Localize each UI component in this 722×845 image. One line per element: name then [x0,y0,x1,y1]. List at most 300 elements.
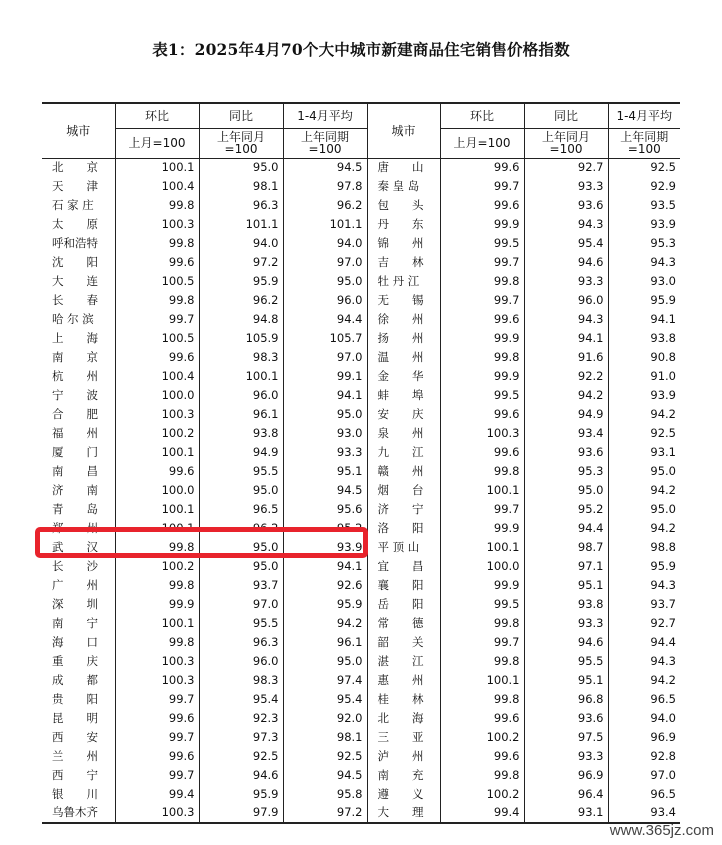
mom-cell: 99.8 [440,614,524,633]
yoy-cell: 96.3 [199,633,283,652]
avg-cell: 92.6 [283,576,367,595]
yoy-cell: 95.0 [199,538,283,557]
yoy-cell: 94.9 [199,443,283,462]
city-cell: 洛 阳 [367,519,440,538]
avg-cell: 96.5 [608,690,680,709]
city-cell: 银 川 [52,786,98,801]
mom-cell: 100.3 [440,424,524,443]
yoy-cell: 98.3 [199,348,283,367]
table-row [42,348,680,367]
avg-cell: 94.4 [608,633,680,652]
city-cell: 桂 林 [367,690,440,709]
city-cell: 大 连 [52,273,98,288]
city-cell: 广 州 [52,577,98,592]
avg-cell: 94.5 [283,158,367,177]
yoy-cell: 98.7 [524,538,608,557]
mom-header: 环比 [115,103,199,128]
yoy-cell: 98.3 [199,671,283,690]
city-cell: 三 亚 [367,728,440,747]
avg-cell: 95.0 [283,652,367,671]
city-cell: 青 岛 [52,501,98,516]
avg-cell: 95.9 [608,557,680,576]
city-cell: 温 州 [367,348,440,367]
table-row [42,500,680,519]
avg-cell: 95.8 [283,785,367,804]
yoy-cell: 96.9 [524,766,608,785]
city-cell: 南 充 [367,766,440,785]
city-cell: 泸 州 [367,747,440,766]
yoy-cell: 93.7 [199,576,283,595]
mom-cell: 100.1 [115,519,199,538]
avg-cell: 95.0 [608,500,680,519]
city-cell: 上 海 [52,330,98,345]
mom-cell: 99.7 [115,766,199,785]
yoy-header: 同比 [199,103,283,128]
avg-cell: 96.9 [608,728,680,747]
city-cell: 武 汉 [52,539,98,554]
mom-cell: 100.3 [115,671,199,690]
mom-cell: 99.8 [440,462,524,481]
avg-cell: 105.7 [283,329,367,348]
city-cell: 乌鲁木齐 [42,804,115,823]
mom-cell: 99.9 [440,576,524,595]
city-cell: 济 宁 [367,500,440,519]
city-cell: 杭 州 [52,368,98,383]
city-cell: 岳 阳 [367,595,440,614]
table-row [42,557,680,576]
avg-header-2: 1-4月平均 [608,103,680,128]
mom-cell: 99.9 [115,595,199,614]
yoy-cell: 93.8 [199,424,283,443]
city-cell: 赣 州 [367,462,440,481]
mom-cell: 99.4 [440,804,524,823]
yoy-cell: 94.4 [524,519,608,538]
city-cell: 贵 阳 [52,691,98,706]
avg-cell: 94.4 [283,310,367,329]
avg-cell: 93.9 [283,538,367,557]
avg-cell: 98.1 [283,728,367,747]
avg-cell: 101.1 [283,215,367,234]
yoy-cell: 94.0 [199,234,283,253]
avg-cell: 95.0 [608,462,680,481]
city-cell: 包 头 [367,196,440,215]
mom-cell: 99.9 [440,519,524,538]
avg-cell: 94.0 [283,234,367,253]
avg-cell: 96.0 [283,291,367,310]
city-cell: 韶 关 [367,633,440,652]
table-row [42,595,680,614]
mom-cell: 100.1 [115,158,199,177]
table-row [42,462,680,481]
avg-cell: 93.0 [608,272,680,291]
mom-cell: 99.9 [440,367,524,386]
city-cell: 西 安 [52,729,98,744]
city-cell: 合 肥 [52,406,98,421]
table-row [42,158,680,177]
city-cell: 唐 山 [367,158,440,177]
mom-cell: 100.3 [115,804,199,823]
city-cell: 呼和浩特 [52,235,98,250]
yoy-cell: 93.3 [524,177,608,196]
mom-cell: 99.7 [440,177,524,196]
mom-cell: 99.6 [440,709,524,728]
city-cell: 秦 皇 岛 [367,177,440,196]
yoy-cell: 93.3 [524,747,608,766]
city-cell: 石 家 庄 [52,197,94,212]
avg-cell: 92.5 [608,424,680,443]
avg-cell: 96.2 [283,196,367,215]
avg-cell: 93.8 [608,329,680,348]
mom-cell: 100.5 [115,272,199,291]
mom-cell: 100.3 [115,215,199,234]
avg-cell: 93.3 [283,443,367,462]
yoy-cell: 92.2 [524,367,608,386]
yoy-cell: 96.8 [524,690,608,709]
yoy-cell: 96.0 [199,386,283,405]
avg-cell: 94.2 [608,405,680,424]
mom-cell: 99.7 [115,690,199,709]
table-row [42,424,680,443]
city-cell: 海 口 [52,634,98,649]
avg-cell: 94.3 [608,576,680,595]
mom-cell: 99.8 [440,348,524,367]
mom-cell: 100.0 [115,481,199,500]
avg-cell: 93.1 [608,443,680,462]
yoy-cell: 93.6 [524,443,608,462]
yoy-cell: 94.6 [524,253,608,272]
avg-cell: 93.9 [608,386,680,405]
avg-cell: 96.1 [283,633,367,652]
table-row [42,747,680,766]
table-row [42,785,680,804]
avg-cell: 97.2 [283,804,367,823]
yoy-cell: 97.3 [199,728,283,747]
table-row [42,196,680,215]
header-row-1 [42,103,680,128]
city-cell: 锦 州 [367,234,440,253]
city-cell: 郑 州 [52,520,98,535]
city-cell: 吉 林 [367,253,440,272]
yoy-cell: 95.1 [524,576,608,595]
city-cell: 湛 江 [367,652,440,671]
yoy-cell: 95.5 [199,614,283,633]
city-cell: 南 京 [52,349,98,364]
table-row [42,614,680,633]
table-row [42,177,680,196]
avg-cell: 93.9 [608,215,680,234]
city-cell: 宁 波 [52,387,98,402]
city-cell: 常 德 [367,614,440,633]
avg-cell: 92.8 [608,747,680,766]
avg-cell: 94.2 [608,481,680,500]
city-cell: 牡 丹 江 [367,272,440,291]
mom-cell: 99.7 [115,310,199,329]
mom-cell: 99.6 [440,196,524,215]
mom-cell: 99.8 [115,633,199,652]
avg-cell: 94.1 [608,310,680,329]
yoy-cell: 96.0 [199,652,283,671]
yoy-cell: 94.8 [199,310,283,329]
avg-cell: 94.3 [608,652,680,671]
mom-cell: 100.1 [115,500,199,519]
avg-cell: 94.0 [608,709,680,728]
avg-base-2: 上年同期 =100 [608,128,680,158]
avg-cell: 95.6 [283,500,367,519]
avg-cell: 97.8 [283,177,367,196]
avg-cell: 94.2 [608,671,680,690]
city-cell: 沈 阳 [52,254,98,269]
mom-base: 上月=100 [115,128,199,158]
yoy-cell: 95.1 [524,671,608,690]
mom-cell: 99.8 [440,766,524,785]
yoy-cell: 95.9 [199,272,283,291]
avg-cell: 94.3 [608,253,680,272]
mom-cell: 100.4 [115,177,199,196]
avg-cell: 95.1 [283,462,367,481]
mom-cell: 99.8 [115,576,199,595]
city-cell: 南 昌 [52,463,98,478]
city-cell: 九 江 [367,443,440,462]
yoy-cell: 94.2 [524,386,608,405]
avg-cell: 94.5 [283,481,367,500]
mom-header-2: 环比 [440,103,524,128]
mom-cell: 99.6 [440,747,524,766]
yoy-cell: 97.1 [524,557,608,576]
mom-cell: 99.6 [115,348,199,367]
mom-cell: 99.8 [440,690,524,709]
yoy-cell: 100.1 [199,367,283,386]
yoy-cell: 94.6 [524,633,608,652]
yoy-cell: 95.0 [199,158,283,177]
mom-cell: 100.1 [115,443,199,462]
mom-cell: 99.8 [115,234,199,253]
mom-base-2: 上月=100 [440,128,524,158]
table-row [42,386,680,405]
avg-cell: 99.1 [283,367,367,386]
yoy-header-2: 同比 [524,103,608,128]
mom-cell: 99.8 [440,272,524,291]
mom-cell: 100.3 [115,405,199,424]
avg-header: 1-4月平均 [283,103,367,128]
mom-cell: 99.5 [440,595,524,614]
yoy-cell: 97.9 [199,804,283,823]
avg-cell: 95.9 [283,595,367,614]
yoy-cell: 92.7 [524,158,608,177]
yoy-cell: 101.1 [199,215,283,234]
city-cell: 大 理 [367,804,440,823]
avg-cell: 97.0 [608,766,680,785]
table-row [42,215,680,234]
avg-cell: 97.0 [283,348,367,367]
mom-cell: 99.7 [115,728,199,747]
table-row [42,709,680,728]
city-cell: 哈 尔 滨 [52,311,94,326]
avg-cell: 94.1 [283,386,367,405]
table-row [42,633,680,652]
yoy-cell: 95.0 [199,481,283,500]
city-cell: 北 海 [367,709,440,728]
yoy-cell: 96.1 [199,405,283,424]
city-cell: 泉 州 [367,424,440,443]
mom-cell: 99.7 [440,291,524,310]
city-cell: 无 锡 [367,291,440,310]
yoy-cell: 95.3 [524,462,608,481]
yoy-cell: 97.5 [524,728,608,747]
mom-cell: 99.6 [440,405,524,424]
city-cell: 长 沙 [52,558,98,573]
avg-cell: 94.1 [283,557,367,576]
city-cell: 厦 门 [52,444,98,459]
table-row [42,443,680,462]
mom-cell: 100.3 [115,652,199,671]
mom-cell: 99.4 [115,785,199,804]
avg-cell: 93.7 [608,595,680,614]
yoy-cell: 96.2 [199,519,283,538]
mom-cell: 100.1 [440,481,524,500]
yoy-cell: 96.2 [199,291,283,310]
city-cell: 安 庆 [367,405,440,424]
yoy-cell: 97.2 [199,253,283,272]
yoy-cell: 96.4 [524,785,608,804]
city-header-2: 城市 [367,103,440,158]
yoy-cell: 94.9 [524,405,608,424]
mom-cell: 99.6 [440,310,524,329]
mom-cell: 100.2 [115,557,199,576]
city-cell: 襄 阳 [367,576,440,595]
yoy-cell: 94.1 [524,329,608,348]
yoy-cell: 95.0 [199,557,283,576]
table-row [42,671,680,690]
yoy-cell: 105.9 [199,329,283,348]
yoy-cell: 98.1 [199,177,283,196]
mom-cell: 100.1 [440,671,524,690]
table-row [42,766,680,785]
city-cell: 扬 州 [367,329,440,348]
avg-cell: 92.0 [283,709,367,728]
avg-cell: 95.3 [608,234,680,253]
yoy-cell: 92.3 [199,709,283,728]
city-cell: 深 圳 [52,596,98,611]
avg-cell: 96.5 [608,785,680,804]
avg-base: 上年同期 =100 [283,128,367,158]
yoy-cell: 93.6 [524,709,608,728]
page-title: 表1：2025年4月70个大中城市新建商品住宅销售价格指数 [152,40,570,59]
avg-cell: 90.8 [608,348,680,367]
yoy-cell: 95.5 [524,652,608,671]
mom-cell: 100.0 [440,557,524,576]
mom-cell: 99.8 [115,196,199,215]
city-cell: 兰 州 [52,748,98,763]
yoy-cell: 93.3 [524,272,608,291]
mom-cell: 99.6 [440,158,524,177]
price-index-table [42,102,680,824]
table-row [42,329,680,348]
mom-cell: 99.5 [440,234,524,253]
mom-cell: 99.7 [440,253,524,272]
yoy-base: 上年同月 =100 [199,128,283,158]
city-cell: 金 华 [367,367,440,386]
table-row [42,690,680,709]
table-row [42,310,680,329]
mom-cell: 100.1 [115,614,199,633]
yoy-cell: 93.8 [524,595,608,614]
city-cell: 北 京 [42,158,115,177]
mom-cell: 100.0 [115,386,199,405]
avg-cell: 92.5 [283,747,367,766]
city-cell: 济 南 [52,482,98,497]
city-cell: 西 宁 [52,767,98,782]
mom-cell: 99.8 [440,652,524,671]
mom-cell: 99.7 [440,633,524,652]
watermark: www.365jz.com [609,822,714,839]
city-cell: 长 春 [52,292,98,307]
mom-cell: 99.9 [440,329,524,348]
avg-cell: 95.2 [283,519,367,538]
city-cell: 蚌 埠 [367,386,440,405]
avg-cell: 91.0 [608,367,680,386]
yoy-cell: 93.6 [524,196,608,215]
table-row [42,804,680,823]
yoy-cell: 95.4 [524,234,608,253]
yoy-cell: 93.4 [524,424,608,443]
yoy-cell: 92.5 [199,747,283,766]
city-cell: 昆 明 [52,710,98,725]
avg-cell: 94.2 [283,614,367,633]
table-row [42,291,680,310]
city-cell: 平 顶 山 [367,538,440,557]
yoy-base-2: 上年同月 =100 [524,128,608,158]
mom-cell: 100.4 [115,367,199,386]
city-cell: 遵 义 [367,785,440,804]
yoy-cell: 94.3 [524,215,608,234]
mom-cell: 99.7 [440,500,524,519]
mom-cell: 99.6 [115,462,199,481]
mom-cell: 99.6 [115,253,199,272]
mom-cell: 99.6 [115,709,199,728]
avg-cell: 92.9 [608,177,680,196]
avg-cell: 95.9 [608,291,680,310]
city-cell: 宜 昌 [367,557,440,576]
yoy-cell: 93.1 [524,804,608,823]
avg-cell: 93.0 [283,424,367,443]
city-cell: 徐 州 [367,310,440,329]
avg-cell: 98.8 [608,538,680,557]
yoy-cell: 91.6 [524,348,608,367]
avg-cell: 97.0 [283,253,367,272]
table-row [42,728,680,747]
city-cell: 烟 台 [367,481,440,500]
city-cell: 丹 东 [367,215,440,234]
city-cell: 惠 州 [367,671,440,690]
mom-cell: 99.8 [115,538,199,557]
table-row [42,576,680,595]
mom-cell: 100.2 [440,785,524,804]
avg-cell: 97.4 [283,671,367,690]
avg-cell: 93.5 [608,196,680,215]
city-cell: 福 州 [52,425,98,440]
avg-cell: 95.0 [283,405,367,424]
mom-cell: 99.6 [115,747,199,766]
avg-cell: 94.5 [283,766,367,785]
city-header: 城市 [42,103,115,158]
yoy-cell: 94.3 [524,310,608,329]
mom-cell: 99.8 [115,291,199,310]
yoy-cell: 94.6 [199,766,283,785]
mom-cell: 100.2 [115,424,199,443]
header-row-2 [42,128,680,158]
table-row [42,234,680,253]
avg-cell: 94.2 [608,519,680,538]
